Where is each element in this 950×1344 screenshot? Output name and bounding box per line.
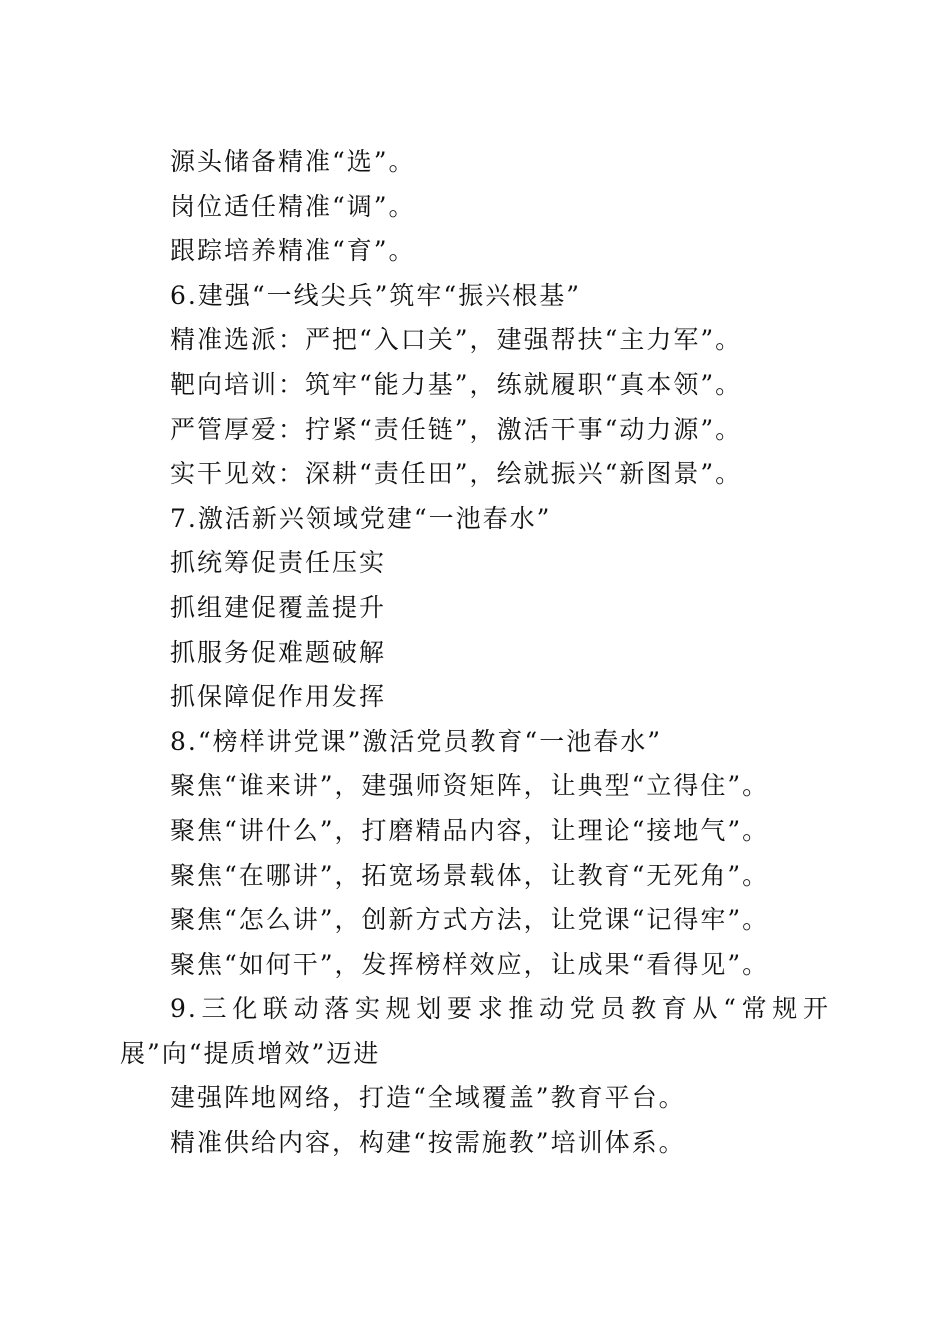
document-body bbox=[120, 140, 830, 1166]
section-heading-9: 9.三化联动落实规划要求推动党员教育从“常规开展”向“提质增效”迈进 bbox=[120, 994, 830, 1068]
text-line: 靶向培训：筑牢“能力基”，练就履职“真本领”。 bbox=[170, 369, 743, 399]
text-line: 抓保障促作用发挥 bbox=[170, 682, 387, 712]
section-heading-8: 8.“榜样讲党课”激活党员教育“一池春水” bbox=[170, 726, 662, 756]
text-line: 精准选派：严把“入口关”，建强帮扶“主力军”。 bbox=[170, 325, 743, 355]
section-heading-7: 7.激活新兴领域党建“一池春水” bbox=[170, 503, 552, 533]
text-line: 实干见效：深耕“责任田”，绘就振兴“新图景”。 bbox=[170, 459, 743, 489]
section-heading-6: 6.建强“一线尖兵”筑牢“振兴根基” bbox=[170, 280, 581, 310]
text-line: 抓服务促难题破解 bbox=[170, 637, 387, 667]
text-line: 聚焦“如何干”，发挥榜样效应，让成果“看得见”。 bbox=[170, 949, 770, 979]
text-line: 跟踪培养精准“育”。 bbox=[170, 236, 416, 266]
text-line: 岗位适任精准“调”。 bbox=[170, 191, 416, 221]
text-line: 聚焦“谁来讲”，建强师资矩阵，让典型“立得住”。 bbox=[170, 771, 770, 801]
text-line: 源头储备精准“选”。 bbox=[170, 147, 416, 176]
text-line: 聚焦“怎么讲”，创新方式方法，让党课“记得牢”。 bbox=[170, 905, 770, 935]
text-line: 聚焦“在哪讲”，拓宽场景载体，让教育“无死角”。 bbox=[170, 860, 770, 890]
text-line: 聚焦“讲什么”，打磨精品内容，让理论“接地气”。 bbox=[170, 815, 770, 845]
text-line: 严管厚爱：拧紧“责任链”，激活干事“动力源”。 bbox=[170, 414, 743, 444]
text-line: 抓统筹促责任压实 bbox=[170, 548, 387, 578]
text-line: 建强阵地网络，打造“全域覆盖”教育平台。 bbox=[170, 1083, 686, 1113]
text-line: 精准供给内容，构建“按需施教”培训体系。 bbox=[170, 1128, 686, 1158]
text-line: 抓组建促覆盖提升 bbox=[170, 592, 387, 622]
